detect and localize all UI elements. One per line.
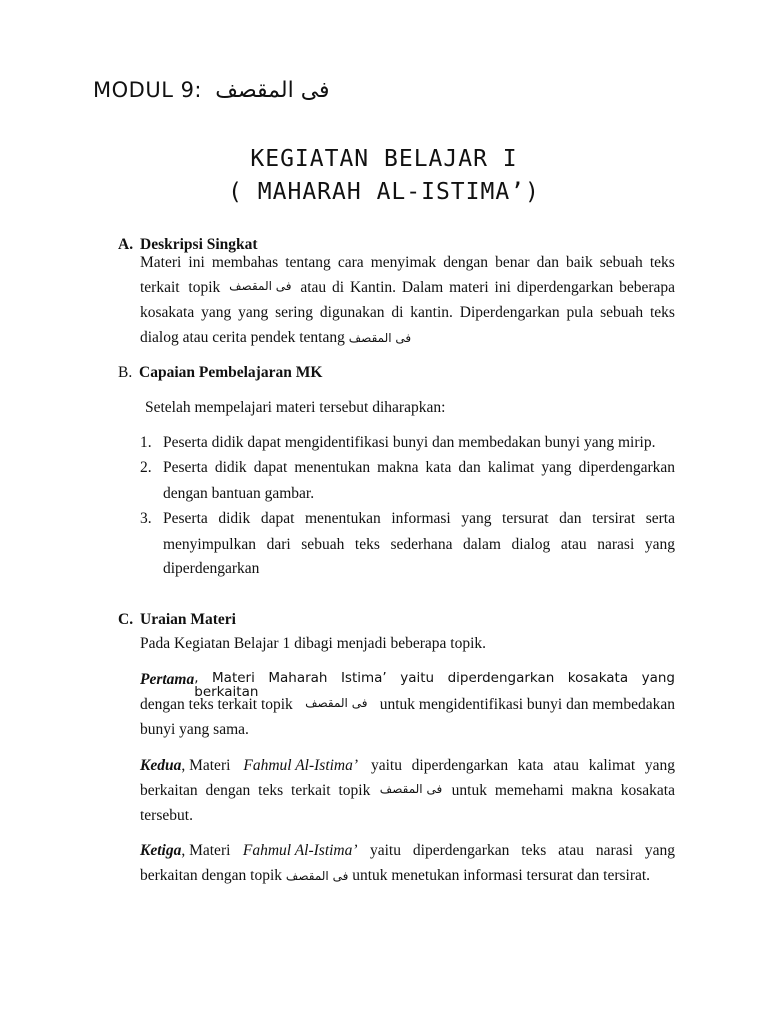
line-text: berkaitan dengan topik [140,867,283,884]
line-text: atau di Kantin. Dalam materi ini diperdengarkan beberapa [300,279,675,296]
word: terkait [140,279,180,296]
word: kosakata [140,304,195,321]
section-a-line-3 [140,305,675,321]
list-item-text: dengan bantuan gambar. [163,485,315,502]
line-text: yaitu diperdengarkan teks atau narasi yang [370,842,675,859]
line-text: , Materi Maharah Istima’ yaitu diperdengarkan kosakata yang berkaitan [194,670,675,700]
section-a-title: Deskripsi Singkat [140,236,258,253]
line-text: , Materi [181,842,231,859]
section-a-line-4 [140,330,411,346]
paragraph-pertama-line-1 [140,672,675,699]
paragraph-pertama-line-2 [140,697,675,713]
word: tentang [285,254,331,271]
list-item-text: Peserta didik dapat mengidentifikasi bunyi dan membedakan bunyi yang mirip. [163,434,656,451]
line-text: dialog atau cerita pendek tentang [140,329,345,346]
word: pula [566,304,594,321]
activity-title: KEGIATAN BELAJAR I [250,146,518,172]
module-heading [93,78,330,103]
italic-term: Fahmul Al-Istima’ [243,757,359,774]
list-number: 3. [140,510,152,527]
word: sebuah [599,254,643,271]
paragraph-ketiga-line-2 [140,868,650,884]
word: ini [188,254,205,271]
section-b-marker: B. [118,364,133,381]
word: benar [495,254,530,271]
list-number: 2. [140,459,152,476]
word: Diperdengarkan [459,304,560,321]
word: teks [649,254,675,271]
line-text: yaitu diperdengarkan kata atau kalimat yang [371,757,675,774]
word: yang [238,304,269,321]
word: topik [188,279,221,296]
section-b-intro: Setelah mempelajari materi tersebut diharapkan: [145,399,446,416]
word: sering [275,304,314,321]
lead-word: Pertama [140,671,195,688]
lead-word: Ketiga [140,842,182,859]
arabic-phrase: فى المقصف [285,869,349,883]
paragraph-ketiga-line-1 [140,843,675,859]
word: menyimak [370,254,437,271]
paragraph-kedua-line-3: tersebut. [140,807,193,824]
word: cara [337,254,364,271]
line-text: untuk memehami makna kosakata [451,782,675,799]
word: teks [650,304,675,321]
list-item-text: diperdengarkan [163,560,260,577]
word: dan [536,254,559,271]
arabic-phrase: فى المقصف [348,331,412,345]
module-arabic-title: فى المقصف [215,78,330,103]
word: di [391,304,404,321]
arabic-phrase: فى المقصف [229,279,292,293]
list-item-text: Peserta didik dapat menentukan informasi yang tersurat dan tersirat serta [163,510,675,527]
word: digunakan [319,304,385,321]
word: membahas [211,254,279,271]
section-c-marker: C. [118,611,134,628]
section-c-intro: Pada Kegiatan Belajar 1 dibagi menjadi beberapa topik. [140,635,487,652]
section-a-line-2 [140,280,675,296]
list-number: 1. [140,434,152,451]
line-text: , Materi [181,757,231,774]
word: Materi [140,254,182,271]
line-text: untuk mengidentifikasi bunyi dan membedakan [379,696,675,713]
section-c-title: Uraian Materi [140,611,236,628]
section-a-line-1 [140,255,675,271]
paragraph-kedua-line-2 [140,783,675,799]
section-b-title: Capaian Pembelajaran MK [139,364,323,381]
activity-subtitle: ( MAHARAH AL-ISTIMA’) [228,179,540,205]
lead-word: Kedua [140,757,182,774]
italic-term: Fahmul Al-Istima’ [242,842,358,859]
paragraph-kedua-line-1 [140,758,675,774]
arabic-phrase: فى المقصف [379,782,443,796]
line-text: dengan teks terkait topik [140,696,293,713]
word: sebuah [600,304,644,321]
word: kantin. [410,304,453,321]
list-item-text: Peserta didik dapat menentukan makna kata dan kalimat yang diperdengarkan [163,459,675,476]
line-text: untuk menetukan informasi tersurat dan tersirat. [352,867,651,884]
section-a-marker: A. [118,236,134,253]
word: baik [566,254,593,271]
line-text: berkaitan dengan teks terkait topik [140,782,371,799]
paragraph-pertama-line-3: bunyi yang sama. [140,721,249,738]
word: yang [201,304,232,321]
module-label: MODUL 9: [93,78,202,102]
list-item-text: menyimpulkan dari sebuah teks sederhana dalam dialog atau narasi yang [163,536,675,553]
arabic-phrase: فى المقصف [305,696,368,710]
word: dengan [443,254,489,271]
